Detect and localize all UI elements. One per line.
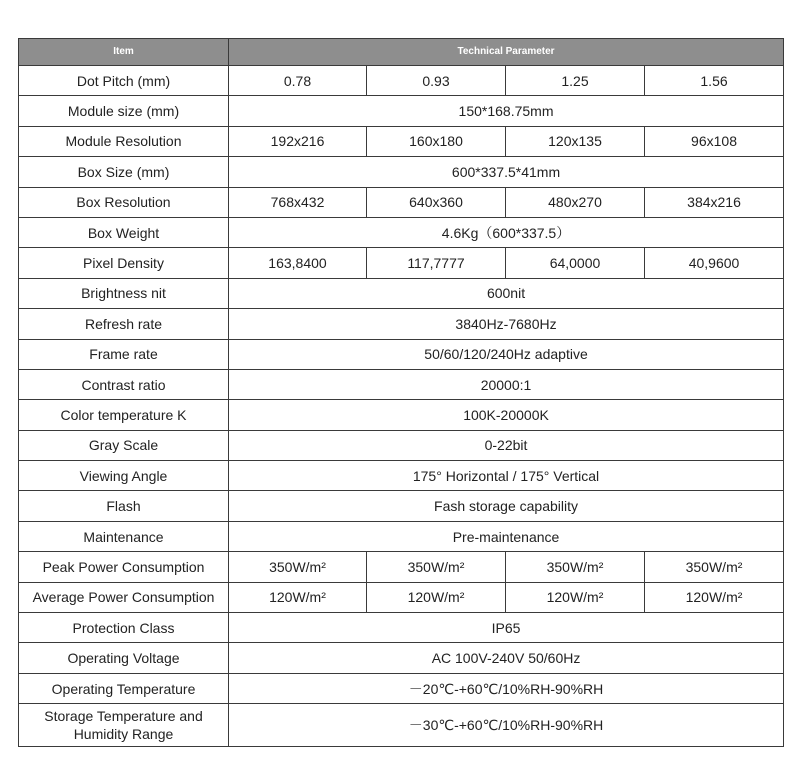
- table-row: [19, 309, 784, 339]
- row-value: IP65: [229, 613, 784, 643]
- table-row: [19, 430, 784, 460]
- table-row: [19, 552, 784, 582]
- row-value: 192x216: [229, 126, 367, 156]
- row-value: 163,8400: [229, 248, 367, 278]
- row-label: Color temperature K: [19, 400, 229, 430]
- row-value: 350W/m²: [645, 552, 784, 582]
- row-label: Pixel Density: [19, 248, 229, 278]
- row-value: 480x270: [506, 187, 645, 217]
- row-value: AC 100V-240V 50/60Hz: [229, 643, 784, 673]
- table-row: [19, 278, 784, 308]
- table-row: [19, 96, 784, 126]
- table-row: [19, 461, 784, 491]
- table-row: [19, 248, 784, 278]
- row-value: 120x135: [506, 126, 645, 156]
- row-label: Box Resolution: [19, 187, 229, 217]
- row-label: Viewing Angle: [19, 461, 229, 491]
- table-row: [19, 187, 784, 217]
- table-row: [19, 369, 784, 399]
- table-row: [19, 582, 784, 612]
- header-technical-parameter: Technical Parameter: [229, 39, 784, 66]
- row-value: 600nit: [229, 278, 784, 308]
- row-value: 150*168.75mm: [229, 96, 784, 126]
- row-label: Gray Scale: [19, 430, 229, 460]
- row-label: Protection Class: [19, 613, 229, 643]
- row-value: 1.25: [506, 66, 645, 96]
- table-body: [19, 66, 784, 747]
- row-value: 117,7777: [367, 248, 506, 278]
- row-value: 350W/m²: [229, 552, 367, 582]
- row-label: Box Size (mm): [19, 157, 229, 187]
- row-value: 600*337.5*41mm: [229, 157, 784, 187]
- row-value: 384x216: [645, 187, 784, 217]
- table-header-row: [19, 39, 784, 66]
- row-value: 768x432: [229, 187, 367, 217]
- table-row: [19, 673, 784, 703]
- table-row: [19, 643, 784, 673]
- row-label: Peak Power Consumption: [19, 552, 229, 582]
- row-value: 175° Horizontal / 175° Vertical: [229, 461, 784, 491]
- row-value: 0.93: [367, 66, 506, 96]
- table-row: [19, 157, 784, 187]
- spec-table: [18, 38, 784, 747]
- table-row: [19, 521, 784, 551]
- row-value: 160x180: [367, 126, 506, 156]
- row-value: －30℃-+60℃/10%RH-90%RH: [229, 704, 784, 747]
- row-label: Flash: [19, 491, 229, 521]
- row-label: Module size (mm): [19, 96, 229, 126]
- row-value: 20000:1: [229, 369, 784, 399]
- row-value: 640x360: [367, 187, 506, 217]
- row-label: Operating Voltage: [19, 643, 229, 673]
- row-value: 1.56: [645, 66, 784, 96]
- row-label: Box Weight: [19, 217, 229, 247]
- row-label: Maintenance: [19, 521, 229, 551]
- table-row: [19, 491, 784, 521]
- table-row: [19, 400, 784, 430]
- row-label: Refresh rate: [19, 309, 229, 339]
- row-value: 350W/m²: [506, 552, 645, 582]
- row-value: Fash storage capability: [229, 491, 784, 521]
- row-value: 100K-20000K: [229, 400, 784, 430]
- row-value: 96x108: [645, 126, 784, 156]
- row-label: Module Resolution: [19, 126, 229, 156]
- table-row: [19, 126, 784, 156]
- row-value: 40,9600: [645, 248, 784, 278]
- row-label: Dot Pitch (mm): [19, 66, 229, 96]
- header-item: Item: [19, 39, 229, 66]
- table-row: [19, 339, 784, 369]
- row-value: 50/60/120/240Hz adaptive: [229, 339, 784, 369]
- table-row: [19, 66, 784, 96]
- row-value: 0.78: [229, 66, 367, 96]
- row-value: Pre-maintenance: [229, 521, 784, 551]
- row-label: Operating Temperature: [19, 673, 229, 703]
- row-value: 0-22bit: [229, 430, 784, 460]
- row-value: 120W/m²: [506, 582, 645, 612]
- row-value: 4.6Kg（600*337.5）: [229, 217, 784, 247]
- row-value: 64,0000: [506, 248, 645, 278]
- table-row: [19, 704, 784, 747]
- row-label: Contrast ratio: [19, 369, 229, 399]
- row-value: 120W/m²: [229, 582, 367, 612]
- row-label: Brightness nit: [19, 278, 229, 308]
- row-value: 350W/m²: [367, 552, 506, 582]
- row-label: Frame rate: [19, 339, 229, 369]
- row-value: －20℃-+60℃/10%RH-90%RH: [229, 673, 784, 703]
- row-value: 120W/m²: [367, 582, 506, 612]
- table-row: [19, 613, 784, 643]
- row-value: 3840Hz-7680Hz: [229, 309, 784, 339]
- row-value: 120W/m²: [645, 582, 784, 612]
- row-label: Storage Temperature and Humidity Range: [19, 704, 229, 747]
- row-label: Average Power Consumption: [19, 582, 229, 612]
- table-row: [19, 217, 784, 247]
